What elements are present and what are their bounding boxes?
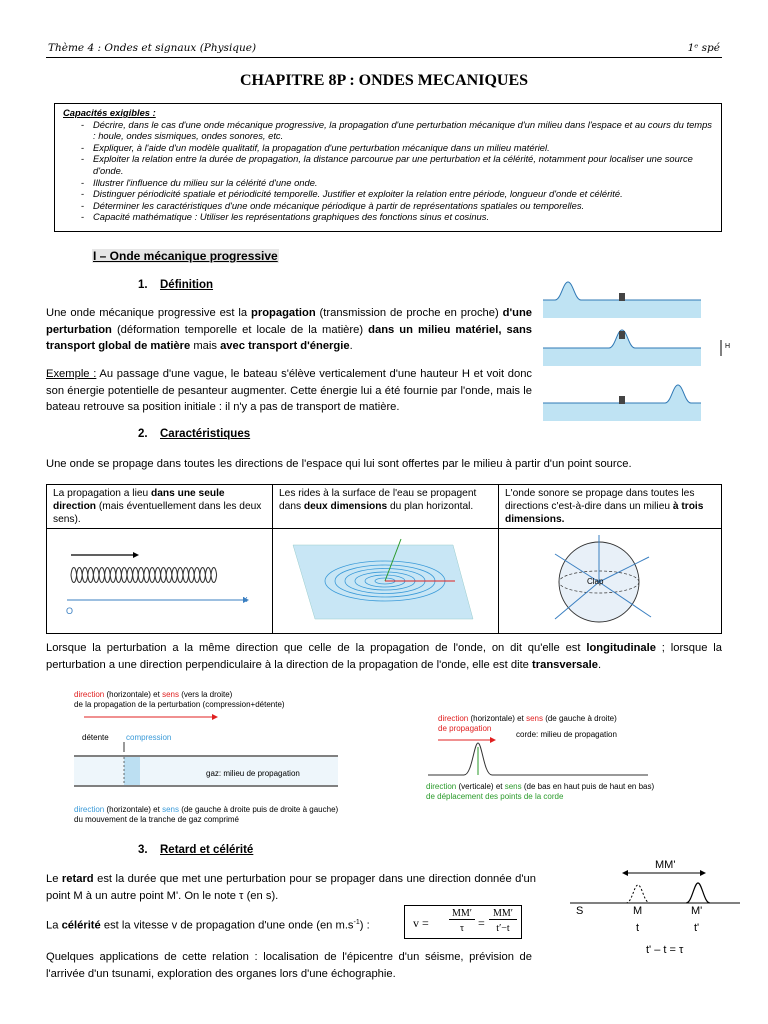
longitudinal-top-caption: direction (horizontale) et sens (vers la droite) de la propagation de la perturbation (compression+détente) <box>74 690 285 709</box>
spring-origin-label: O <box>66 606 74 616</box>
longitudinal-paragraph: Lorsque la perturbation a la même direction que celle de la propagation de l'onde, on dit qu'elle est longitudinale ; lorsque la perturbation a une direction perpendiculaire à la direction de la propagation de l'onde, elle est dite transversale. <box>46 642 722 671</box>
capacite-item: - Capacité mathématique : Utiliser les représentations graphiques des fonctions sinus et cosinus. <box>63 211 713 223</box>
clap-label: Clap <box>587 577 604 586</box>
ripples-figure <box>273 529 497 629</box>
applications-paragraph: Quelques applications de cette relation : localisation de l'épicentre d'un séisme, prévision de l'arrivée d'un tsunami, exploration des organes lors d'une échographie. <box>46 951 532 980</box>
transverse-top-caption: direction (horizontale) et sens (de gauche à droite) de propagation <box>438 714 617 733</box>
longitudinal-arrow <box>74 712 338 722</box>
capacites-box <box>54 103 722 232</box>
definition-paragraph: Une onde mécanique progressive est la propagation (transmission de proche en proche) d'une perturbation (déformation temporelle et locale de la matière) dans un milieu matériel, sans transport global de matière mais avec transport d'énergie. <box>46 307 533 352</box>
subsection-definition: 1. Définition <box>138 279 214 291</box>
boat-icon <box>619 293 625 301</box>
spring-figure <box>47 529 271 629</box>
longitudinal-bottom-caption: direction (horizontale) et sens (de gauche à droite puis de droite à gauche) du mouvement de la tranche de gaz comprimé <box>74 805 339 824</box>
ripples-figure-cell <box>273 529 499 634</box>
header-theme: Thème 4 : Ondes et signaux (Physique) <box>48 42 257 54</box>
time-tprime-label: t' <box>694 922 700 934</box>
spring-x-label: x <box>243 594 248 604</box>
capacite-item: - Déterminer les caractéristiques d'une onde mécanique périodique à partir de représentations spatiales ou temporelles. <box>63 200 713 212</box>
boat-icon <box>619 396 625 404</box>
source-label: S <box>576 905 584 917</box>
celerite-paragraph: La célérité est la vitesse v de propagation d'une onde (en $m.s^{-1}$) : <box>46 919 370 932</box>
sphere-figure <box>499 529 721 629</box>
time-t-label: t <box>636 922 640 934</box>
cell-two-dimensions: Les rides à la surface de l'eau se propagent dans deux dimensions du plan horizontal. <box>273 485 499 529</box>
sphere-figure-cell <box>499 529 722 634</box>
point-m-label: M <box>633 905 643 917</box>
detente-label: détente <box>82 733 109 742</box>
caracteristiques-intro: Une onde se propage dans toutes les directions de l'espace qui lui sont offertes par le milieu à partir d'un point source. <box>46 458 632 470</box>
cell-three-dimensions: L'onde sonore se propage dans toutes les directions c'est-à-dire dans un milieu à trois dimensions. <box>499 485 722 529</box>
height-label: H <box>725 343 731 350</box>
spring-figure-cell <box>47 529 273 634</box>
capacite-item: - Exploiter la relation entre la durée de propagation, la distance parcourue par une perturbation et la célérité, notamment pour localiser une source d'onde. <box>63 153 713 176</box>
subsection-retard: 3. Retard et célérité <box>138 844 254 856</box>
boat-icon <box>619 331 625 339</box>
capacite-item: - Expliquer, à l'aide d'un modèle qualitatif, la propagation d'une perturbation mécanique dans un milieu matériel. <box>63 142 713 154</box>
chapter-title: CHAPITRE 8P : ONDES MECANIQUES <box>239 72 529 89</box>
wave-figure-3 <box>543 383 701 421</box>
delay-relation: t' – t = τ <box>646 944 684 956</box>
wave-figure-2 <box>543 328 701 366</box>
capacite-item: - Distinguer périodicité spatiale et périodicité temporelle. Justifier et exploiter la relation entre période, longueur d'onde et célérité. <box>63 188 713 200</box>
example-paragraph: Exemple : Au passage d'une vague, le bateau s'élève verticalement d'une hauteur H et voit donc son énergie potentielle de pesanteur augmenter. Cette énergie lui a été fournie par l'onde, mais le bateau retrouve sa position initiale : il n'y a pas de transport de matière. <box>46 368 533 413</box>
celerite-formula: v = MM′ τ = MM′ t′−t <box>404 905 522 939</box>
dimensions-table <box>46 484 722 634</box>
capacites-list <box>63 119 713 223</box>
rope-figure <box>428 735 692 783</box>
transverse-bottom-caption: direction (verticale) et sens (de bas en haut puis de haut en bas) de déplacement des points de la corde <box>426 782 655 801</box>
capacite-item: - Décrire, dans le cas d'une onde mécanique progressive, la propagation d'une perturbation mécanique d'un milieu dans l'espace et au cours du temps : houle, ondes sismiques, ondes sonores, etc. <box>63 119 713 142</box>
wave-figure-1 <box>543 280 701 318</box>
header-level: 1ᵉ spé <box>687 42 720 54</box>
mm-distance-label: MM' <box>655 859 676 871</box>
page-header <box>46 42 722 58</box>
point-mprime-label: M' <box>691 905 703 917</box>
corde-label: corde: milieu de propagation <box>516 730 617 739</box>
compression-label: compression <box>126 733 172 742</box>
capacite-item: - Illustrer l'influence du milieu sur la célérité d'une onde. <box>63 177 713 189</box>
gas-tube-figure <box>74 742 338 788</box>
subsection-caracteristiques: 2. Caractéristiques <box>138 428 251 440</box>
cell-one-dimension: La propagation a lieu dans une seule direction (mais éventuellement dans les deux sens). <box>47 485 273 529</box>
capacites-title: Capacités exigibles : <box>63 107 156 118</box>
retard-paragraph: Le retard est la durée que met une perturbation pour se propager dans une direction donnée d'un point M à un autre point M'. On le note τ (en s). <box>46 873 536 902</box>
gaz-label: gaz: milieu de propagation <box>206 769 300 778</box>
section-heading: I – Onde mécanique progressive <box>93 249 278 263</box>
